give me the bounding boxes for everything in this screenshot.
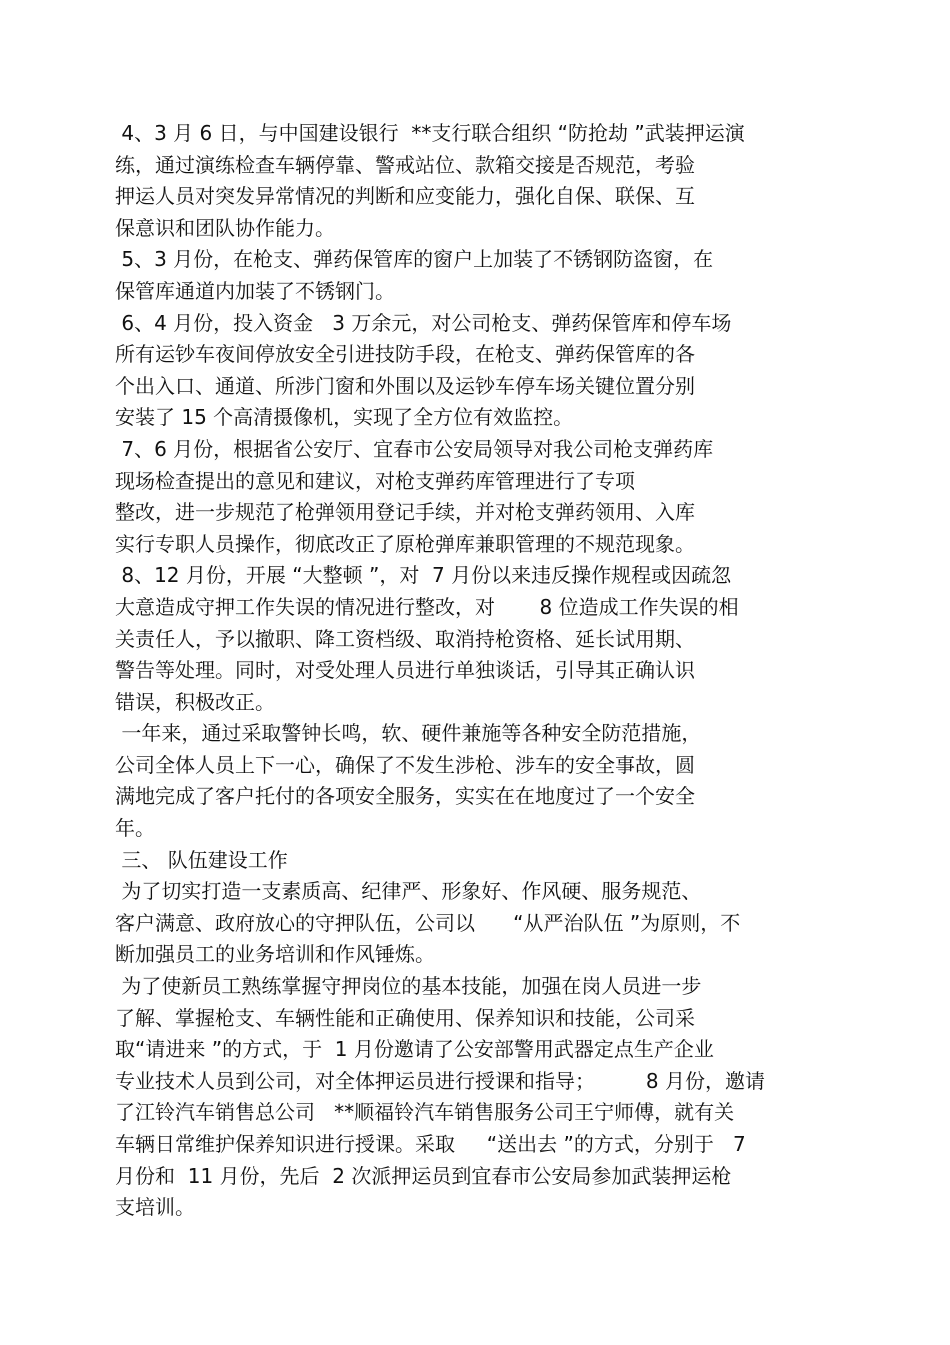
section-heading: 三、 队伍建设工作 xyxy=(115,847,288,872)
text-line: 保意识和团队协作能力。 xyxy=(115,215,335,240)
text-line: 押运人员对突发异常情况的判断和应变能力，强化自保、联保、互 xyxy=(115,184,695,209)
text-line: 所有运钞车夜间停放安全引进技防手段，在枪支、弹药保管库的各 xyxy=(115,342,695,367)
text-line: 整改，进一步规范了枪弹领用登记手续，并对枪支弹药领用、入库 xyxy=(115,500,695,525)
text-line: 为了使新员工熟练掌握守押岗位的基本技能，加强在岗人员进一步 xyxy=(115,974,702,999)
text-line: 4、3 月 6 日，与中国建设银行 **支行联合组织 “防抢劫 ”武装押运演 xyxy=(115,121,745,145)
text-line: 大意造成守押工作失误的情况进行整改，对 8 位造成工作失误的相 xyxy=(115,594,739,619)
text-line: 取“请进来 ”的方式，于 1 月份邀请了公安部警用武器定点生产企业 xyxy=(115,1037,714,1062)
text-line: 错误，积极改正。 xyxy=(115,689,275,714)
text-line: 了解、掌握枪支、车辆性能和正确使用、保养知识和技能，公司采 xyxy=(115,1005,695,1030)
text-line: 年。 xyxy=(115,816,155,841)
text-line: 车辆日常维护保养知识进行授课。采取 “送出去 ”的方式，分别于 7 xyxy=(115,1132,746,1156)
text-line: 公司全体人员上下一心，确保了不发生涉枪、涉车的安全事故，圆 xyxy=(115,752,695,777)
text-line: 5、3 月份，在枪支、弹药保管库的窗户上加装了不锈钢防盗窗，在 xyxy=(115,247,714,272)
text-line: 8、12 月份，开展 “大整顿 ”，对 7 月份以来违反操作规程或因疏忽 xyxy=(115,563,732,588)
text-line: 关责任人，予以撤职、降工资档级、取消持枪资格、延长试用期、 xyxy=(115,626,695,651)
text-line: 实行专职人员操作，彻底改正了原枪弹库兼职管理的不规范现象。 xyxy=(115,531,695,556)
text-line: 客户满意、政府放心的守押队伍，公司以 “从严治队伍 ”为原则，不 xyxy=(115,910,741,935)
text-line: 了江铃汽车销售总公司 **顺福铃汽车销售服务公司王宁师傅，就有关 xyxy=(115,1100,735,1125)
text-line: 警告等处理。同时，对受处理人员进行单独谈话，引导其正确认识 xyxy=(115,658,695,683)
text-line: 6、4 月份，投入资金 3 万余元，对公司枪支、弹药保管库和停车场 xyxy=(115,310,732,335)
text-line: 现场检查提出的意见和建议，对枪支弹药库管理进行了专项 xyxy=(115,468,635,493)
text-line: 月份和 11 月份，先后 2 次派押运员到宜春市公安局参加武装押运枪 xyxy=(115,1163,732,1188)
text-line: 断加强员工的业务培训和作风锤炼。 xyxy=(115,942,435,967)
text-line: 个出入口、通道、所涉门窗和外围以及运钞车停车场关键位置分别 xyxy=(115,373,695,398)
text-line: 支培训。 xyxy=(115,1195,195,1220)
text-line: 安装了 15 个高清摄像机，实现了全方位有效监控。 xyxy=(115,405,574,430)
text-line: 专业技术人员到公司，对全体押运员进行授课和指导； 8 月份，邀请 xyxy=(115,1068,765,1093)
text-line: 练，通过演练检查车辆停靠、警戒站位、款箱交接是否规范，考验 xyxy=(115,152,695,177)
document-body xyxy=(115,118,835,1224)
text-line: 为了切实打造一支素质高、纪律严、形象好、作风硬、服务规范、 xyxy=(115,879,702,904)
text-line: 7、6 月份，根据省公安厅、宜春市公安局领导对我公司枪支弹药库 xyxy=(115,436,714,461)
text-line: 保管库通道内加装了不锈钢门。 xyxy=(115,278,395,303)
text-line: 满地完成了客户托付的各项安全服务，实实在在地度过了一个安全 xyxy=(115,784,695,809)
text-line: 一年来，通过采取警钟长鸣，软、硬件兼施等各种安全防范措施， xyxy=(115,721,702,746)
